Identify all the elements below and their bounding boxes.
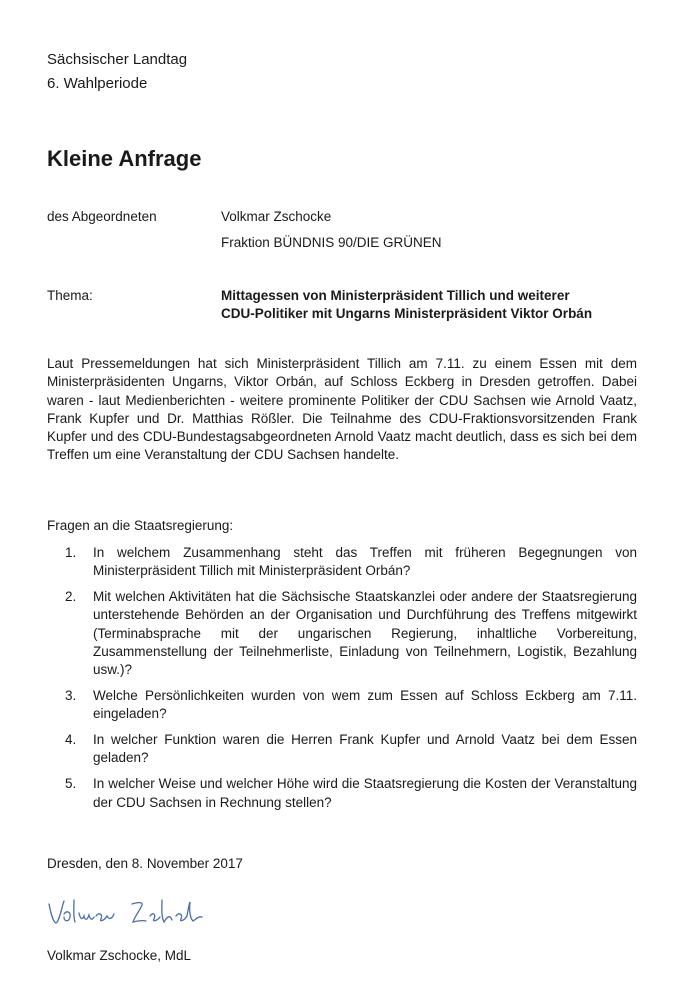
author-label: des Abgeordneten	[47, 209, 157, 224]
author-faction: Fraktion BÜNDNIS 90/DIE GRÜNEN	[221, 235, 442, 250]
document-header	[47, 48, 187, 96]
date-line: Dresden, den 8. November 2017	[47, 856, 243, 871]
author-name: Volkmar Zschocke	[221, 209, 332, 224]
question-text: In welchem Zusammenhang steht das Treffen mit früheren Begegnungen von Ministerpräsident Tillich mit Ministerpräsident Orbán?	[93, 545, 637, 579]
question-number: 4.	[65, 732, 77, 748]
question-number: 5.	[65, 776, 77, 792]
question-text: Welche Persönlichkeiten wurden von wem zum Essen auf Schloss Eckberg am 7.11. eingeladen?	[93, 688, 637, 722]
question-item	[47, 731, 637, 768]
topic-label: Thema:	[47, 288, 93, 303]
questions-list	[47, 544, 637, 819]
question-text: Mit welchen Aktivitäten hat die Sächsische Staatskanzlei oder andere der Staatsregierung unterstehende Behörden an der Organisation und Durchführung des Treffens mitgewirkt (Terminabsprache mit der ungarischen Regierung, inhaltliche Vorbereitung, Zusammenstellung der Teilnehmerliste, Einladung von Teilnehmern, Logistik, Bezahlung usw.)?	[93, 589, 637, 678]
legislative-period: 6. Wahlperiode	[47, 75, 148, 92]
question-number: 2.	[65, 589, 77, 605]
topic-line-1: Mittagessen von Ministerpräsident Tillich und weiterer	[221, 288, 570, 303]
question-number: 3.	[65, 688, 77, 704]
document-title: Kleine Anfrage	[47, 146, 202, 171]
question-text: In welcher Weise und welcher Höhe wird die Staatsregierung die Kosten der Veranstaltung der CDU Sachsen in Rechnung stellen?	[93, 776, 637, 810]
topic-line-2: CDU-Politiker mit Ungarns Ministerpräsident Viktor Orbán	[221, 306, 593, 321]
question-item	[47, 544, 637, 581]
author-values	[221, 208, 637, 252]
handwritten-signature	[44, 892, 219, 932]
questions-heading: Fragen an die Staatsregierung:	[47, 518, 234, 533]
body-paragraph: Laut Pressemeldungen hat sich Ministerpräsident Tillich am 7.11. zu einem Essen mit dem Ministerpräsidenten Ungarns, Viktor Orbán, auf Schloss Eckberg in Dresden getroffen. Dabei waren - laut Medienberichten - weitere prominente Politiker der CDU Sachsen wie Arnold Vaatz, Frank Kupfer und Dr. Matthias Rößler. Die Teilnahme des CDU-Fraktionsvorsitzenden Frank Kupfer und des CDU-Bundestagsabgeordneten Arnold Vaatz macht deutlich, dass es sich bei dem Treffen um eine Veranstaltung der CDU Sachsen handelte.	[47, 356, 637, 463]
question-text: In welcher Funktion waren die Herren Frank Kupfer und Arnold Vaatz bei dem Essen geladen?	[93, 732, 637, 766]
institution-name: Sächsischer Landtag	[47, 51, 188, 68]
question-item	[47, 687, 637, 724]
signer-name: Volkmar Zschocke, MdL	[47, 948, 192, 963]
question-item	[47, 588, 637, 679]
question-item	[47, 775, 637, 812]
question-number: 1.	[65, 545, 77, 560]
topic-values	[221, 287, 627, 323]
